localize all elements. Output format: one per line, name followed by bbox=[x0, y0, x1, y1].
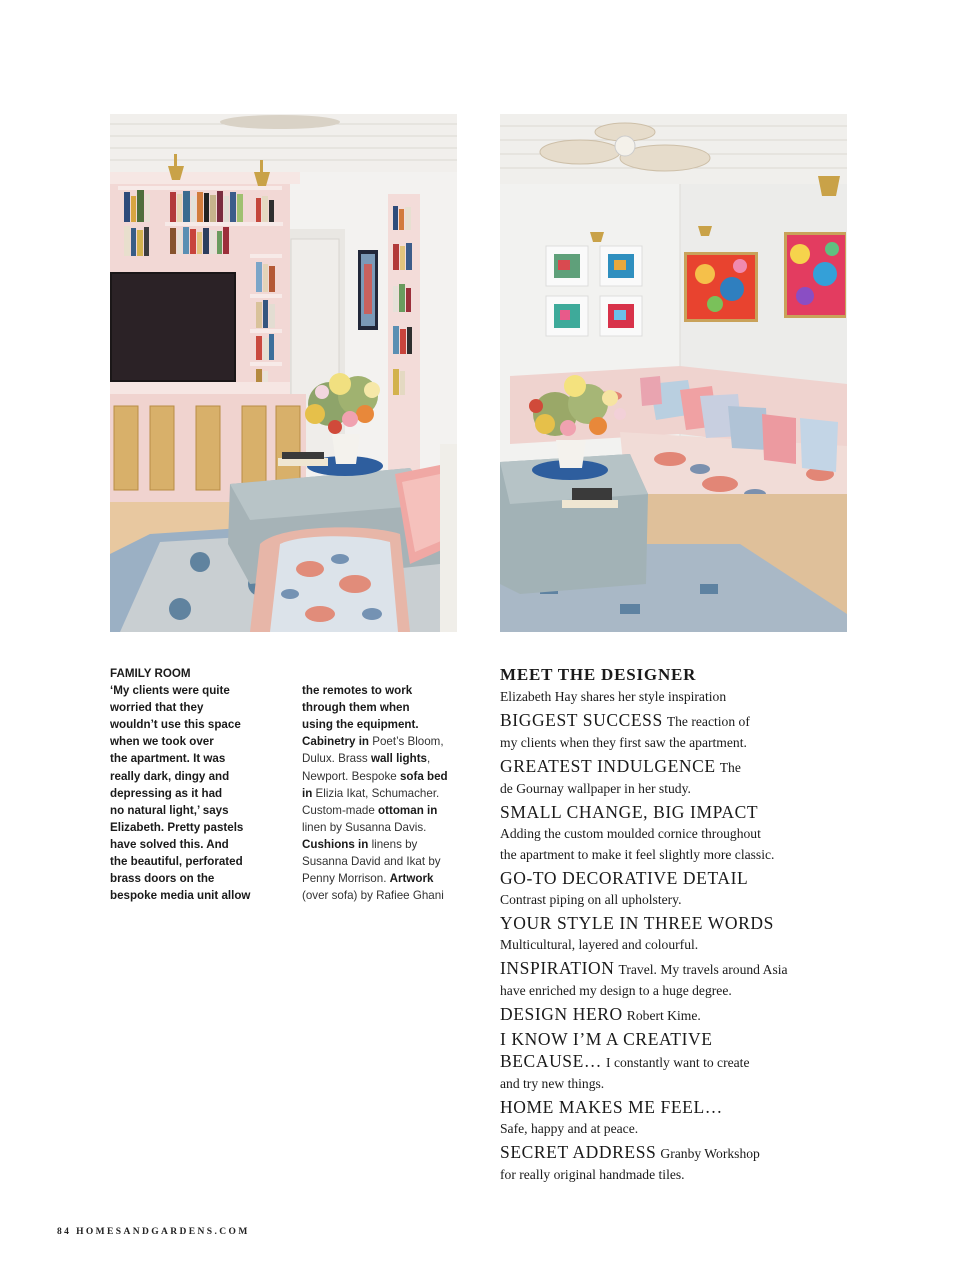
q-decorative-detail-label: GO-TO DECORATIVE DETAIL bbox=[500, 868, 749, 888]
credit-cushions-value: linens by bbox=[371, 837, 418, 851]
meet-the-designer-panel bbox=[500, 664, 840, 1187]
caption-quote-line: wouldn’t use this space bbox=[110, 718, 241, 732]
caption-column-2 bbox=[302, 665, 460, 904]
family-room-illustration bbox=[110, 114, 457, 632]
q-three-words-label: YOUR STYLE IN THREE WORDS bbox=[500, 913, 774, 933]
designer-intro: Elizabeth Hay shares her style inspiration bbox=[500, 689, 727, 704]
credit-punctuation: , bbox=[427, 752, 431, 766]
credit-wall-lights-label: wall lights bbox=[370, 752, 427, 766]
caption-quote-line: really dark, dingy and bbox=[110, 769, 230, 783]
credit-artwork-label: Artwork bbox=[389, 872, 434, 886]
q-inspiration-answer: have enriched my design to a huge degree. bbox=[500, 983, 732, 998]
photo-family-room-banquette bbox=[500, 114, 847, 632]
q-secret-address-answer: for really original handmade tiles. bbox=[500, 1167, 685, 1182]
caption-quote-line: ‘My clients were quite bbox=[110, 684, 230, 698]
caption-quote-line: bespoke media unit allow bbox=[110, 889, 251, 903]
credit-sofa-bed-value: Elizia Ikat, Schumacher. bbox=[315, 786, 440, 800]
q-biggest-success-answer: my clients when they first saw the apartment. bbox=[500, 735, 747, 750]
caption-quote-line: the beautiful, perforated bbox=[110, 855, 243, 869]
website-url: HOMESANDGARDENS.COM bbox=[76, 1227, 250, 1237]
credit-cabinetry-label: Cabinetry in bbox=[302, 735, 369, 749]
caption-quote-line: through them when bbox=[302, 701, 410, 715]
caption-quote-line: Elizabeth. Pretty pastels bbox=[110, 820, 244, 834]
credit-artwork-value: (over sofa) by Rafiee Ghani bbox=[302, 889, 444, 903]
q-inspiration-label: INSPIRATION bbox=[500, 958, 615, 978]
caption-quote-line: worried that they bbox=[110, 701, 204, 715]
q-decorative-detail-answer: Contrast piping on all upholstery. bbox=[500, 892, 682, 907]
caption-quote-line: depressing as it had bbox=[110, 786, 223, 800]
credit-cabinetry-value: Dulux. Brass bbox=[302, 752, 368, 766]
q-home-feel-label: HOME MAKES ME FEEL… bbox=[500, 1097, 723, 1117]
q-design-hero-label: DESIGN HERO bbox=[500, 1004, 623, 1024]
q-biggest-success-answer: The reaction of bbox=[666, 714, 750, 729]
page-folio bbox=[57, 1227, 250, 1237]
q-creative-answer: I constantly want to create bbox=[606, 1055, 750, 1070]
q-creative-label: BECAUSE… bbox=[500, 1051, 603, 1071]
credit-sofa-bed-in: in bbox=[302, 786, 313, 800]
caption-quote-line: brass doors on the bbox=[110, 872, 215, 886]
q-design-hero-answer: Robert Kime. bbox=[626, 1008, 701, 1023]
caption-title: FAMILY ROOM bbox=[110, 667, 191, 680]
caption-quote-line: when we took over bbox=[110, 735, 214, 749]
q-biggest-success-label: BIGGEST SUCCESS bbox=[500, 710, 663, 730]
q-greatest-indulgence-answer: The bbox=[719, 760, 741, 775]
q-small-change-answer: Adding the custom moulded cornice throughout bbox=[500, 826, 761, 841]
q-secret-address-answer: Granby Workshop bbox=[660, 1146, 760, 1161]
credit-sofa-bed-label: sofa bed bbox=[399, 769, 448, 783]
q-greatest-indulgence-answer: de Gournay wallpaper in her study. bbox=[500, 781, 691, 796]
credit-cabinetry-value: Poet’s Bloom, bbox=[372, 735, 444, 749]
q-inspiration-answer: Travel. My travels around Asia bbox=[618, 962, 788, 977]
q-small-change-answer: the apartment to make it feel slightly more classic. bbox=[500, 847, 775, 862]
q-home-feel-answer: Safe, happy and at peace. bbox=[500, 1121, 639, 1136]
q-creative-label: I KNOW I’M A CREATIVE bbox=[500, 1029, 713, 1049]
credit-wall-lights-value: Newport. Bespoke bbox=[302, 769, 397, 783]
q-creative-answer: and try new things. bbox=[500, 1076, 605, 1091]
credit-custom-made: Custom-made bbox=[302, 803, 375, 817]
credit-ottoman-label: ottoman in bbox=[378, 803, 438, 817]
photo-family-room-bookshelves bbox=[110, 114, 457, 632]
caption-quote-line: using the equipment. bbox=[302, 718, 419, 732]
caption-quote-line: the apartment. It was bbox=[110, 752, 226, 766]
credit-cushions-value: Penny Morrison. bbox=[302, 872, 387, 886]
q-three-words-answer: Multicultural, layered and colourful. bbox=[500, 937, 699, 952]
credit-ottoman-value: linen by Susanna Davis. bbox=[302, 820, 427, 834]
designer-heading: MEET THE DESIGNER bbox=[500, 665, 697, 684]
q-greatest-indulgence-label: GREATEST INDULGENCE bbox=[500, 756, 716, 776]
q-small-change-label: SMALL CHANGE, BIG IMPACT bbox=[500, 802, 759, 822]
caption-quote-line: no natural light,’ says bbox=[110, 803, 229, 817]
caption-quote-line: have solved this. And bbox=[110, 837, 229, 851]
page-number: 84 bbox=[57, 1227, 72, 1237]
credit-cushions-label: Cushions in bbox=[302, 837, 369, 851]
credit-cushions-value: Susanna David and Ikat by bbox=[302, 855, 441, 869]
caption-column-1 bbox=[110, 665, 272, 904]
banquette-illustration bbox=[500, 114, 847, 632]
q-secret-address-label: SECRET ADDRESS bbox=[500, 1142, 657, 1162]
caption-quote-line: the remotes to work bbox=[302, 684, 413, 698]
